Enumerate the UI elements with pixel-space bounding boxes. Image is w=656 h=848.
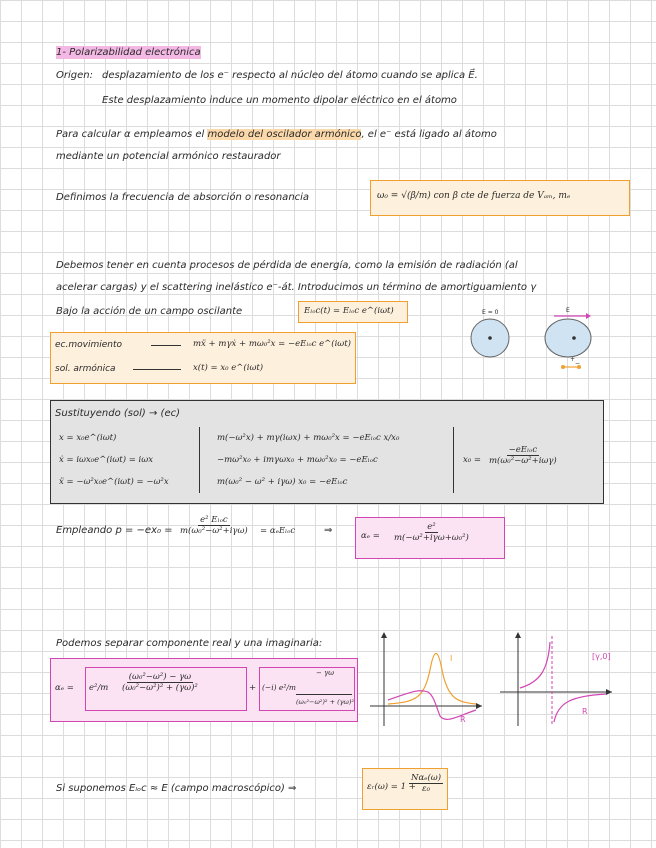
subst-title: Sustituyendo (sol) → (ec)	[55, 408, 181, 419]
final-lhs: εᵣ(ω) = 1 +	[367, 782, 416, 792]
alpha-num: e²	[427, 522, 436, 532]
dipole-frac	[178, 515, 250, 536]
damping-line1: Debemos tener en cuenta procesos de pérdida de energía, como la emisión de radiación (al	[56, 260, 518, 271]
final-frac	[409, 773, 443, 794]
subst-left-1: ẋ = iωx₀e^(iωt) = iωx	[59, 455, 153, 465]
imag-num-label: − γω	[316, 669, 334, 677]
subst-left-0: x = x₀e^(iωt)	[59, 433, 117, 443]
separate-text: Podemos separar componente real y una imaginaria:	[56, 638, 323, 649]
real-part-box	[85, 667, 247, 711]
subst-res-den: m(ω₀²−ω²+iωγ)	[489, 456, 557, 466]
final-text: Si suponemos Eₗₒc ≈ E (campo macroscópico) ⇒	[56, 783, 297, 794]
alpha-lhs: αₑ =	[361, 531, 380, 541]
origin-label: Origen:	[56, 70, 93, 81]
field-formula: Eₗₒc(t) = Eₗₒc e^(iωt)	[304, 306, 394, 316]
graph-resonance	[366, 630, 484, 730]
motion-label2: sol. armónica	[55, 364, 116, 374]
origin-line1: desplazamiento de los e⁻ respecto al núcleo del átomo cuando se aplica E⃗.	[102, 70, 478, 81]
separate-box	[50, 658, 358, 722]
alpha-box	[355, 517, 505, 559]
dipole-lead: Empleando p = −ex₀ =	[56, 525, 173, 536]
final-box	[362, 768, 448, 810]
alpha-den: m(−ω²+iγω+ω₀²)	[394, 533, 469, 543]
graph1-r-label: R	[460, 715, 466, 724]
model-line1	[56, 128, 497, 141]
freq-box	[370, 180, 630, 216]
dipole-arrow: ⇒	[324, 525, 333, 536]
freq-text: Definimos la frecuencia de absorción o resonancia	[56, 192, 310, 203]
imag-den-label: (ω₀²−ω²)² + (γω)²	[296, 698, 354, 706]
dipole-eq: = αₑEₗₒc	[260, 526, 296, 536]
field-box	[298, 301, 408, 323]
atom-right-label: E	[566, 307, 570, 314]
subst-res-frac	[487, 445, 559, 466]
dipole-num: e² Eₗₒc	[200, 515, 228, 525]
graph2-r-label: R	[582, 707, 588, 716]
real-den: (ω₀²−ω²)² + (γω)²	[122, 683, 198, 693]
damping-line2: acelerar cargas) y el scattering inelástico e⁻-át. Introducimos un término de amortiguamiento γ	[56, 282, 537, 293]
alpha-frac	[392, 522, 471, 543]
motion-eq1: mẍ + mγẋ + mω₀²x = −eEₗₒc e^(iωt)	[193, 339, 351, 349]
imag-pre: (−i) e²/m	[262, 683, 297, 692]
motion-box	[50, 332, 356, 384]
final-num: Nαₑ(ω)	[411, 773, 442, 783]
atom-diagram	[462, 306, 612, 374]
subst-left-2: ẍ = −ω²x₀e^(iωt) = −ω²x	[59, 477, 169, 487]
model-line2: mediante un potencial armónico restaurador	[56, 151, 281, 162]
graph-real-part	[496, 630, 616, 730]
damping-line3: Bajo la acción de un campo oscilante	[56, 306, 243, 317]
brace-left	[199, 427, 200, 493]
subst-mid-0: m(−ω²x) + mγ(iωx) + mω₀²x = −eEₗₒc x/x₀	[217, 433, 400, 443]
model-highlight: modelo del oscilador armónico	[207, 129, 362, 140]
atom-minus: −	[575, 360, 581, 367]
motion-label1: ec.movimiento	[55, 340, 122, 350]
arrow-2	[133, 369, 181, 370]
final-den: ε₀	[422, 784, 430, 794]
subst-res-lhs: x₀ =	[463, 455, 482, 465]
subst-mid-1: −mω²x₀ + imγωx₀ + mω₀²x₀ = −eEₗₒc	[217, 455, 378, 465]
real-frac	[120, 672, 200, 693]
subst-mid-2: m(ω₀² − ω² + iγω) x₀ = −eEₗₒc	[217, 477, 348, 487]
imag-frac-line	[296, 694, 352, 695]
sep-ratio: e²/m	[89, 683, 109, 693]
dipole-den: m(ω₀²−ω²+iγω)	[180, 526, 248, 536]
model-pre: Para calcular α empleamos el	[56, 129, 205, 140]
atom-left-label: E = 0	[482, 309, 499, 316]
motion-eq2: x(t) = x₀ e^(iωt)	[193, 363, 264, 373]
arrow-1	[151, 345, 181, 346]
brace-right	[453, 427, 454, 493]
substitution-box	[50, 400, 604, 504]
model-post: , el e⁻ está ligado al átomo	[361, 129, 497, 140]
subst-res-num: −eEₗₒc	[508, 445, 538, 455]
atom-plus: +	[570, 356, 576, 363]
heading: 1- Polarizabilidad electrónica	[56, 47, 201, 58]
origin-line2: Este desplazamiento induce un momento dipolar eléctrico en el átomo	[102, 95, 457, 106]
real-num: (ω₀²−ω²) − γω	[128, 672, 192, 682]
graph2-tag: [γ,0]	[592, 652, 611, 661]
sep-alpha: αₑ =	[55, 683, 74, 693]
sep-plus: +	[249, 683, 257, 693]
graph1-i-label: I	[450, 654, 453, 663]
freq-formula: ω₀ = √(β/m) con β cte de fuerza de Vₐₘ, mₑ	[377, 191, 571, 201]
